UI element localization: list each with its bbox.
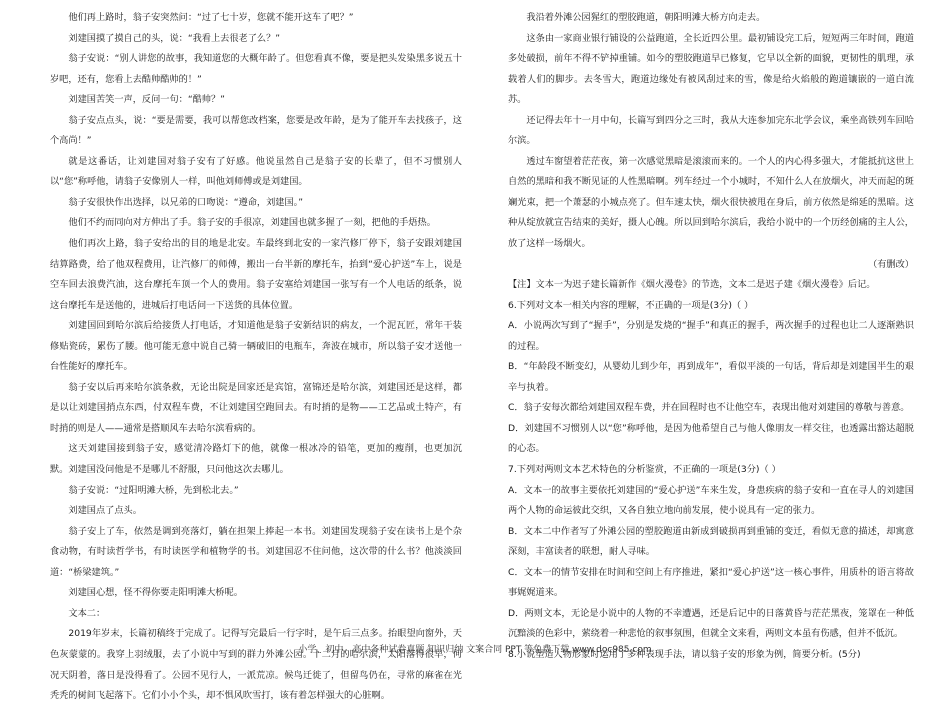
story-paragraph: 他们再上路时，翁子安突然问：“过了七十岁，您就不能开这车了吧？” xyxy=(68,12,354,23)
story-paragraph: 翁子安说：“别人讲您的故事，我知道您的大概年龄了。但您看真不像，要是把头发染黑多说五十岁吧，还有，您看上去酷帅酷帅的！” xyxy=(50,53,462,85)
right-column xyxy=(508,8,914,666)
story-paragraph: 翁子安点点头，说：“要是需要，我可以帮您改档案，您要是改年龄，是为了能开车去找孩子，这个高尚！” xyxy=(50,114,462,147)
story-paragraph: 刘建国苦笑一声，反问一句：“酷帅？” xyxy=(68,94,225,106)
text-two-heading: 文本二： xyxy=(68,607,106,619)
question-8: 8.小说塑造人物形象时运用了多种表现手法，请以翁子安的形象为例，简要分析。(5分) xyxy=(508,648,861,660)
story-paragraph: 刘建国摸了摸自己的头，说：“我看上去很老了么？” xyxy=(68,32,281,44)
afterword-paragraph: 这条由一家商业银行铺设的公益跑道，全长近四公里。最初铺设完工后，短短两三年时间，跑道多处破损，前年不得不铲掉重铺。如今的塑胶跑道早已修复，它早以全新的面貌，更韧性的肌理，承载着人们的脚步。去冬雪大，跑道边缘处有被风刮过来的雪，像是给火焰般的跑道镶嵌的一道白流苏。 xyxy=(508,32,914,106)
story-paragraph: 这天刘建国接到翁子安，感觉清冷路灯下的他，就像一根冰冷的铅笔，更加的瘦削，也更加沉默。刘建国没问他是不是哪儿不舒服，只问他这次去哪儿。 xyxy=(50,443,462,476)
afterword-paragraph: 透过车窗望着茫茫夜，第一次感觉黑暗是滚滚而来的。一个人的内心得多强大，才能抵抗这世上自然的黑暗和我不断见证的人性黑暗啊。列车经过一个小城时，不知什么人在放烟火，冲天而起的斑斓光束，把一个萧瑟的小城点亮了。但车速太快，烟火很快被甩在身后，前方依然是绵延的黑暗。这种从绽放就宣告结束的美好，摄人心魄。所以回到哈尔滨后，我给小说中的一个历经创痛的主人公，放了这样一场烟火。 xyxy=(508,155,914,250)
story-paragraph: 翁子安以后再来哈尔滨条救，无论出院是回家还是宾馆，富锦还是哈尔滨，刘建国还是这样，都是以让刘建国捎点东西，付双程车费，不让刘建国空跑回去。有时捎的是物——工艺品或土特产，有时捎的则是人——通常是搭顺风车去哈尔滨看病的。 xyxy=(50,381,462,434)
text-note: 【注】文本一为迟子建长篇新作《烟火漫卷》的节选，文本二是迟子建《烟火漫卷》后记。 xyxy=(508,279,876,291)
question-6-option-a: A．小说两次写到了“握手”，分别是发烧的“握手”和真正的握手，两次握手的过程也让二人逐渐熟识的过程。 xyxy=(508,320,914,352)
afterword-paragraph: 还记得去年十一月中旬，长篇写到四分之三时，我从大连参加完东北学会议，乘坐高铁列车回哈尔滨。 xyxy=(508,114,914,147)
left-column xyxy=(50,8,462,707)
story-paragraph: 刘建国点了点头。 xyxy=(68,505,142,517)
story-paragraph: 翁子安很快作出选择，以兄弟的口吻说：“遵命，刘建国。” xyxy=(68,196,303,208)
source-note: （有删改） xyxy=(868,258,914,270)
question-7-option-a: A．文本一的故事主要依托刘建国的“爱心护送”车来生发，身患疾病的翁子安和一直在寻人的刘建国两个人物的命运彼此交织，又各自独立地向前发展，使小说具有一定的张力。 xyxy=(508,484,914,517)
story-paragraph: 就是这番话，让刘建国对翁子安有了好感。他说虽然自己是翁子安的长辈了，但不习惯别人以“您”称呼他，请翁子安像别人一样，叫他刘师傅或是刘建国。 xyxy=(50,155,462,188)
story-paragraph: 刘建国心想，怪不得你要走阳明滩大桥呢。 xyxy=(68,587,243,599)
story-paragraph: 翁子安上了车，依然是调到亮落灯，躺在担架上捧起一本书。刘建国发现翁子安在读书上是个杂食动物，有时读哲学书，有时读医学和植物学的书。刘建国忍不住问他，这次带的什么书？他淡淡回道：“桥梁建筑。” xyxy=(50,525,462,578)
question-7: 7.下列对两则文本艺术特色的分析鉴赏，不正确的一项是(3分)（ ） xyxy=(508,464,781,476)
story-paragraph: 刘建国回到哈尔滨后给接货人打电话，才知道他是翁子安新结识的病友，一个泥瓦匠，常年干装修贴瓷砖，累伤了腰。他可能无意中说自己骑一辆破旧的电瓶车，奔波在城市，所以翁子安才送他一台性能好的摩托车。 xyxy=(50,320,462,373)
question-6-option-c: C．翁子安每次都给刘建国双程车费，并在回程时也不让他空车，表现出他对刘建国的尊敬与善意。 xyxy=(508,402,910,414)
question-7-option-d: D．两则文本，无论是小说中的人物的不幸遭遇，还是后记中的日落黄昏与茫茫黑夜，笼罩在一种低沉黯淡的色彩中，萦绕着一种悲怆的叙事氛围，但就全文来看，两则文本虽有伤感，但并不低沉。 xyxy=(508,607,914,640)
afterword-paragraph: 2019年岁末，长篇初稿终于完成了。记得写完最后一行字时，是午后三点多。抬眼望向窗外，天色灰蒙蒙的。我穿上羽绒服，去了小说中写到的群力外滩公园。十二月的哈尔滨，太阳落得很早，何况天阴着，落日是没得看了。公园不见行人，一派荒凉。候鸟迁徙了，但留鸟仍在，寻常的麻雀在光秃秃的树间飞起落下。它们小小个头，却不惧风吹雪打，该有着怎样强大的心脏啊。 xyxy=(50,628,462,702)
question-6: 6.下列对文本一相关内容的理解，不正确的一项是(3分)（ ） xyxy=(508,299,754,311)
afterword-paragraph: 我沿着外滩公园猩红的塑胶跑道，朝阳明滩大桥方向走去。 xyxy=(526,12,766,23)
question-7-option-c: C．文本一的情节安排在时间和空间上有序推进，紧扣“爱心护送”这一核心事件，用质朴的语言将故事娓娓道来。 xyxy=(508,566,914,599)
question-7-option-b: B．文本二中作者写了外滩公园的塑胶跑道由新成到破损再到重铺的变迁，看似无意的描述，却寓意深刻，丰富读者的联想，耐人寻味。 xyxy=(508,525,914,558)
page-footer: 小学、初中、高中各种试卷真题 知识归纳 文案合同 PPT 等免费下载 www.doc985.com xyxy=(298,645,652,655)
story-paragraph: 他们再次上路，翁子安给出的目的地是北安。车最终到北安的一家汽修厂停下，翁子安跟刘建国结算路费，给了他双程费用，让汽修厂的师傅，搬出一台半新的摩托车，抬到“爱心护送”车上，说是空车回去浪费汽油，这台摩托车顶一个人的费用。翁子安塞给刘建国一张写有一个人电话的纸条，说这台摩托车是送他的，进城后打电话问一下送货的具体位置。 xyxy=(50,238,462,311)
question-6-option-d: D．刘建国不习惯别人以“您”称呼他，是因为他希望自己与他人像朋友一样交往，也透露出豁达超脱的心态。 xyxy=(508,422,914,455)
story-paragraph: 他们不约而同向对方伸出了手。翁子安的手很凉，刘建国也就多握了一刻，把他的手焐热。 xyxy=(68,217,436,229)
story-paragraph: 翁子安说：“过阳明滩大桥，先到松北去。” xyxy=(68,484,239,496)
question-6-option-b: B．“年龄段不断变幻，从婴幼儿到少年，再到成年”，看似平淡的一句话，背后却是刘建国半生的艰辛与执着。 xyxy=(508,361,914,393)
